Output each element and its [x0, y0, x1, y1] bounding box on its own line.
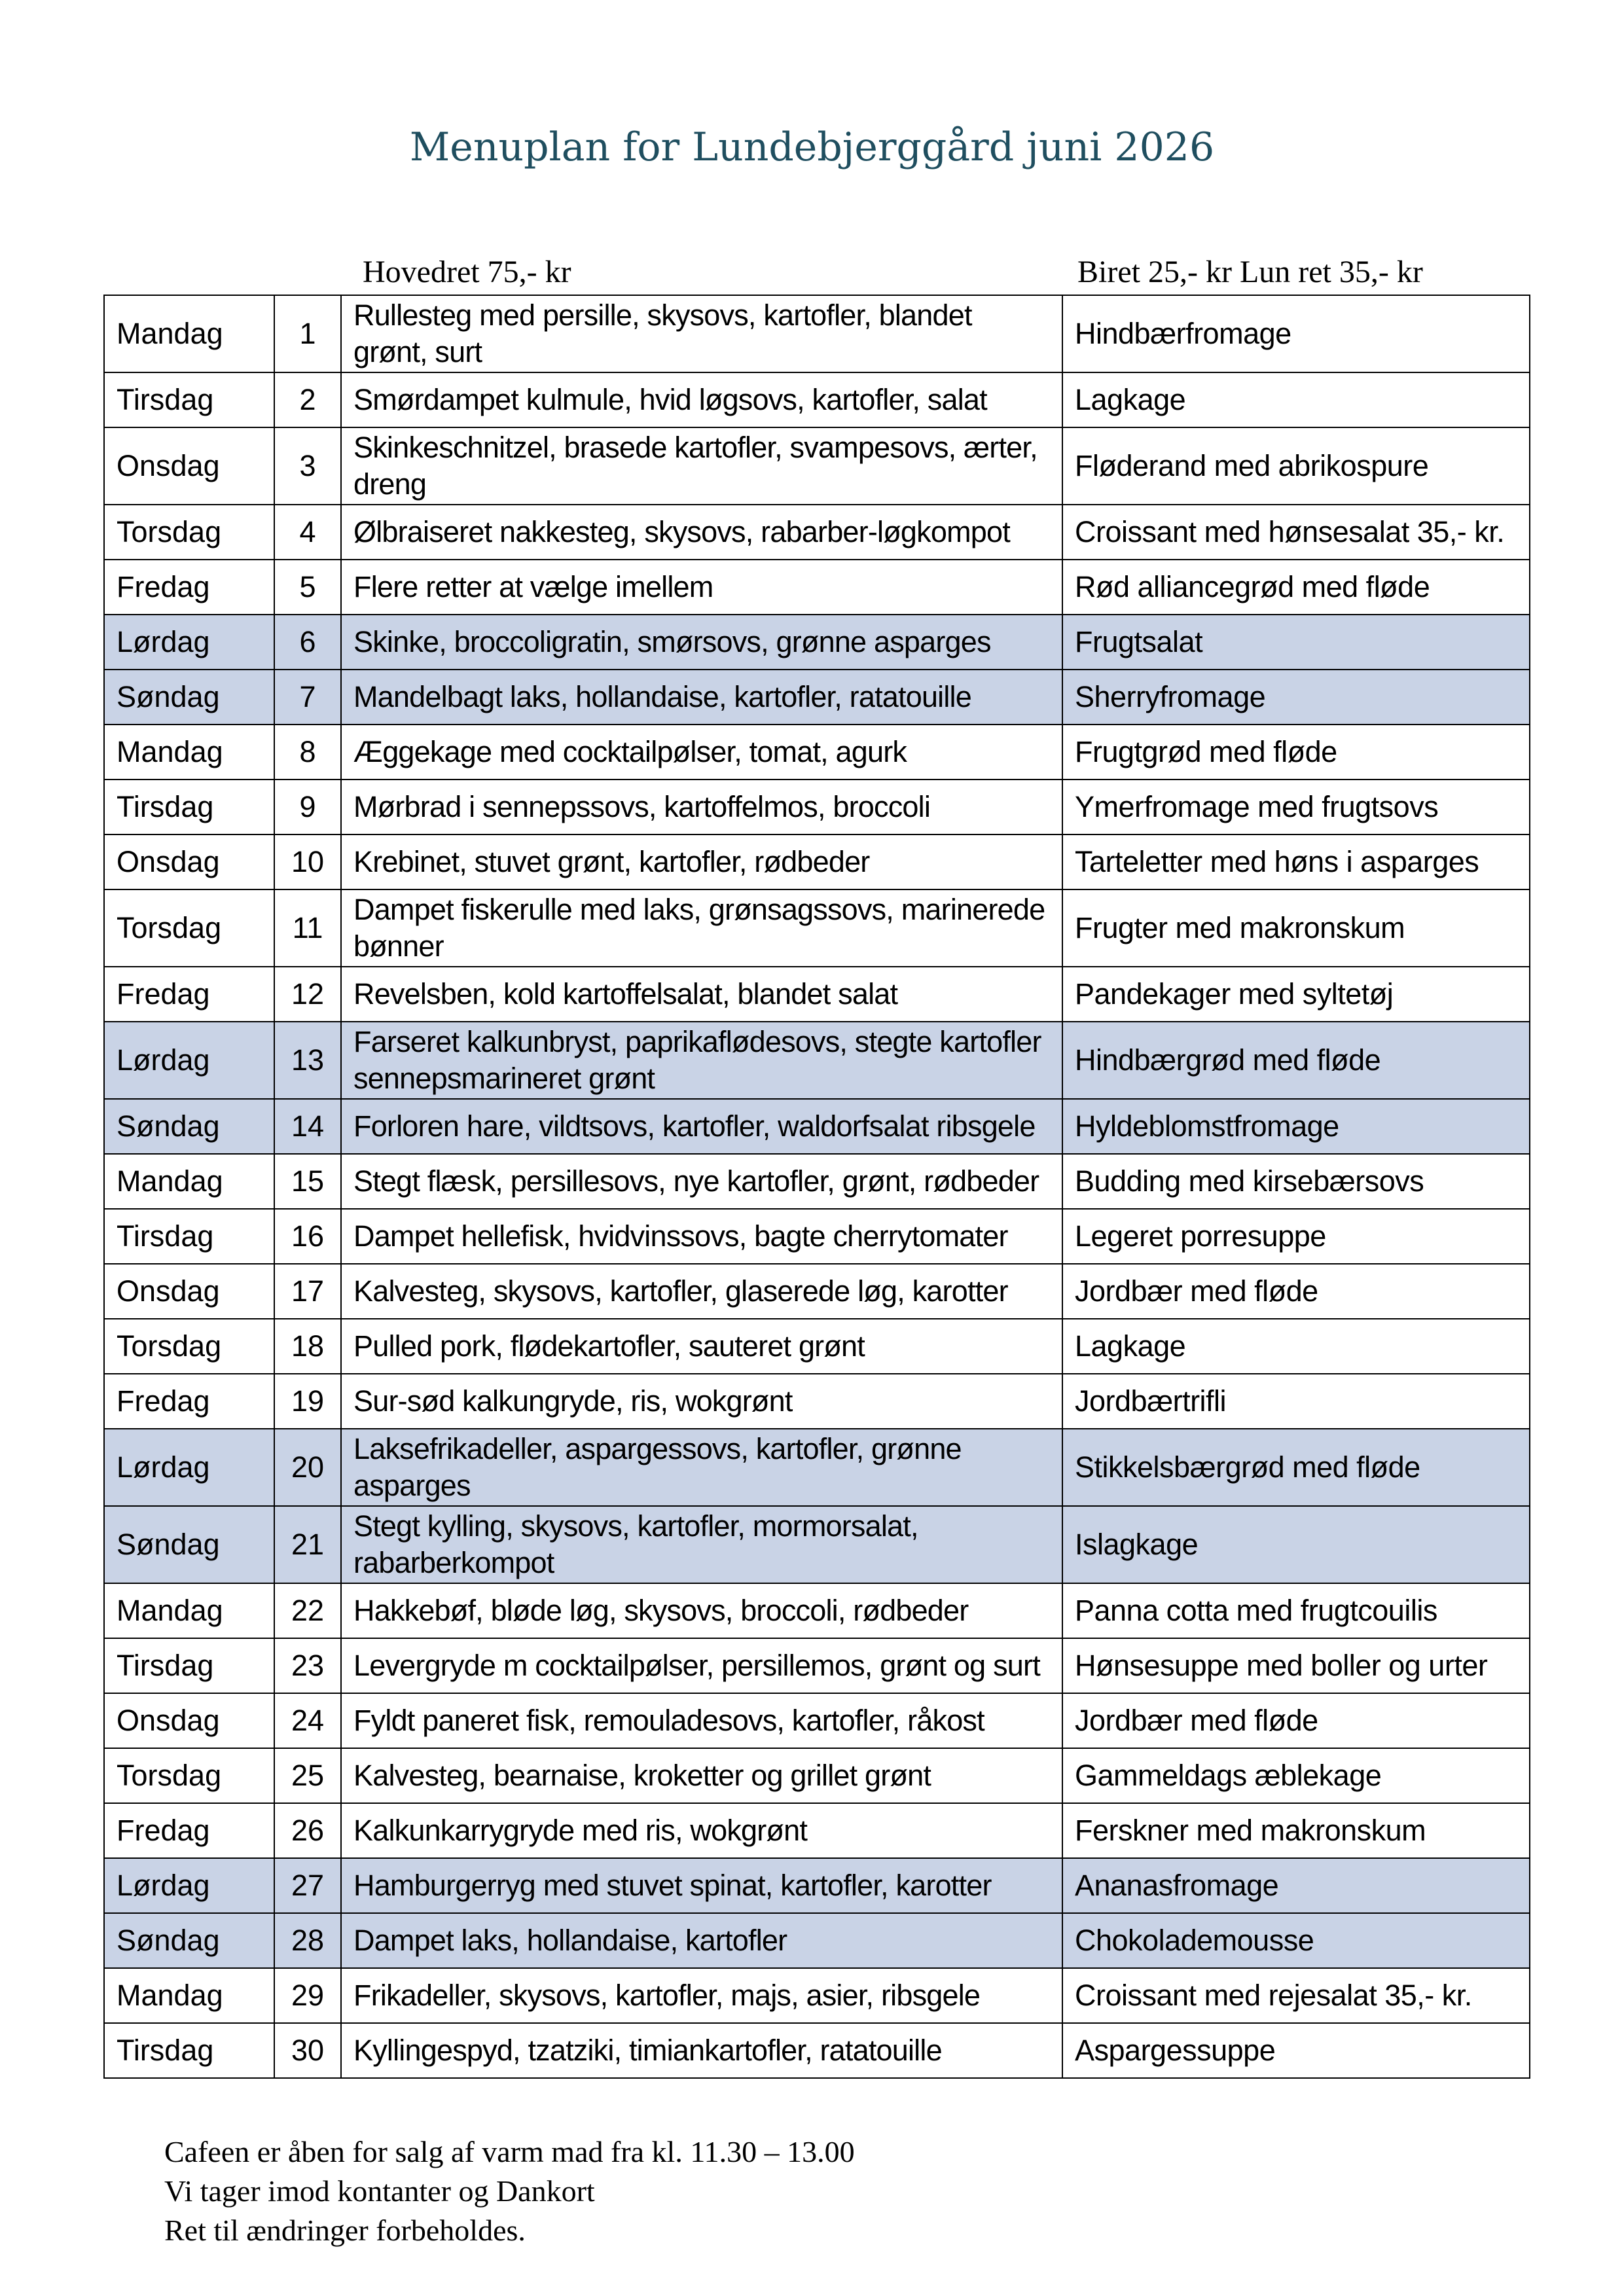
menu-table-body	[104, 295, 1530, 2078]
weekday-cell: Tirsdag	[104, 2023, 274, 2078]
main-course-cell: Farseret kalkunbryst, paprikaflødesovs, stegte kartofler sennepsmarineret grønt	[341, 1022, 1062, 1099]
main-course-cell: Dampet fiskerulle med laks, grønsagssovs, marinerede bønner	[341, 889, 1062, 967]
weekday-cell: Onsdag	[104, 427, 274, 505]
side-course-cell: Croissant med rejesalat 35,- kr.	[1062, 1968, 1530, 2023]
date-cell: 18	[274, 1319, 341, 1374]
main-course-cell: Smørdampet kulmule, hvid løgsovs, kartofler, salat	[341, 372, 1062, 427]
date-cell: 7	[274, 670, 341, 725]
side-course-cell: Lagkage	[1062, 1319, 1530, 1374]
main-course-cell: Rullesteg med persille, skysovs, kartofler, blandet grønt, surt	[341, 295, 1062, 372]
side-course-cell: Chokolademousse	[1062, 1913, 1530, 1968]
menu-row-day-28	[104, 1913, 1530, 1968]
side-course-cell: Fløderand med abrikospure	[1062, 427, 1530, 505]
weekday-cell: Lørdag	[104, 615, 274, 670]
main-course-cell: Laksefrikadeller, aspargessovs, kartofler, grønne asparges	[341, 1429, 1062, 1506]
date-cell: 9	[274, 780, 341, 834]
main-course-cell: Ølbraiseret nakkesteg, skysovs, rabarber-løgkompot	[341, 505, 1062, 560]
main-course-cell: Forloren hare, vildtsovs, kartofler, waldorfsalat ribsgele	[341, 1099, 1062, 1154]
date-cell: 17	[274, 1264, 341, 1319]
main-course-header: Hovedret 75,- kr	[363, 255, 571, 289]
weekday-cell: Tirsdag	[104, 780, 274, 834]
date-cell: 23	[274, 1638, 341, 1693]
menu-row-day-25	[104, 1748, 1530, 1803]
weekday-cell: Søndag	[104, 670, 274, 725]
side-course-cell: Legeret porresuppe	[1062, 1209, 1530, 1264]
weekday-cell: Fredag	[104, 1803, 274, 1858]
payment-note: Vi tager imod kontanter og Dankort	[164, 2174, 595, 2208]
side-course-cell: Jordbær med fløde	[1062, 1693, 1530, 1748]
side-course-cell: Hindbærgrød med fløde	[1062, 1022, 1530, 1099]
main-course-cell: Æggekage med cocktailpølser, tomat, agurk	[341, 725, 1062, 780]
menu-row-day-13	[104, 1022, 1530, 1099]
side-course-cell: Tarteletter med høns i asparges	[1062, 834, 1530, 889]
menu-row-day-3	[104, 427, 1530, 505]
menu-row-day-10	[104, 834, 1530, 889]
date-cell: 8	[274, 725, 341, 780]
menu-row-day-26	[104, 1803, 1530, 1858]
side-course-cell: Ananasfromage	[1062, 1858, 1530, 1913]
weekday-cell: Onsdag	[104, 1693, 274, 1748]
weekday-cell: Fredag	[104, 560, 274, 615]
date-cell: 4	[274, 505, 341, 560]
main-course-cell: Mandelbagt laks, hollandaise, kartofler, ratatouille	[341, 670, 1062, 725]
menu-row-day-27	[104, 1858, 1530, 1913]
weekday-cell: Mandag	[104, 1583, 274, 1638]
date-cell: 25	[274, 1748, 341, 1803]
weekday-cell: Tirsdag	[104, 1209, 274, 1264]
date-cell: 27	[274, 1858, 341, 1913]
main-course-cell: Skinke, broccoligratin, smørsovs, grønne asparges	[341, 615, 1062, 670]
weekday-cell: Lørdag	[104, 1429, 274, 1506]
menu-row-day-1	[104, 295, 1530, 372]
side-course-cell: Ymerfromage med frugtsovs	[1062, 780, 1530, 834]
weekday-cell: Mandag	[104, 725, 274, 780]
side-course-cell: Lagkage	[1062, 372, 1530, 427]
menu-row-day-20	[104, 1429, 1530, 1506]
weekday-cell: Onsdag	[104, 1264, 274, 1319]
menu-row-day-6	[104, 615, 1530, 670]
side-course-cell: Stikkelsbærgrød med fløde	[1062, 1429, 1530, 1506]
main-course-cell: Dampet laks, hollandaise, kartofler	[341, 1913, 1062, 1968]
date-cell: 15	[274, 1154, 341, 1209]
menu-row-day-19	[104, 1374, 1530, 1429]
side-course-cell: Rød alliancegrød med fløde	[1062, 560, 1530, 615]
menu-row-day-4	[104, 505, 1530, 560]
side-course-cell: Frugtgrød med fløde	[1062, 725, 1530, 780]
main-course-cell: Revelsben, kold kartoffelsalat, blandet salat	[341, 967, 1062, 1022]
menu-row-day-12	[104, 967, 1530, 1022]
side-course-cell: Hindbærfromage	[1062, 295, 1530, 372]
date-cell: 30	[274, 2023, 341, 2078]
main-course-cell: Skinkeschnitzel, brasede kartofler, svampesovs, ærter, dreng	[341, 427, 1062, 505]
weekday-cell: Torsdag	[104, 1319, 274, 1374]
side-course-cell: Croissant med hønsesalat 35,- kr.	[1062, 505, 1530, 560]
date-cell: 16	[274, 1209, 341, 1264]
main-course-cell: Sur-sød kalkungryde, ris, wokgrønt	[341, 1374, 1062, 1429]
menu-table	[103, 295, 1530, 2079]
menu-row-day-14	[104, 1099, 1530, 1154]
main-course-cell: Stegt kylling, skysovs, kartofler, mormorsalat, rabarberkompot	[341, 1506, 1062, 1583]
date-cell: 3	[274, 427, 341, 505]
weekday-cell: Mandag	[104, 295, 274, 372]
weekday-cell: Mandag	[104, 1968, 274, 2023]
date-cell: 19	[274, 1374, 341, 1429]
side-course-cell: Frugter med makronskum	[1062, 889, 1530, 967]
side-course-cell: Islagkage	[1062, 1506, 1530, 1583]
date-cell: 2	[274, 372, 341, 427]
date-cell: 29	[274, 1968, 341, 2023]
side-course-cell: Frugtsalat	[1062, 615, 1530, 670]
menu-row-day-23	[104, 1638, 1530, 1693]
menu-row-day-9	[104, 780, 1530, 834]
date-cell: 10	[274, 834, 341, 889]
menu-row-day-29	[104, 1968, 1530, 2023]
main-course-cell: Krebinet, stuvet grønt, kartofler, rødbeder	[341, 834, 1062, 889]
main-course-cell: Kalvesteg, skysovs, kartofler, glaserede løg, karotter	[341, 1264, 1062, 1319]
side-course-cell: Jordbær med fløde	[1062, 1264, 1530, 1319]
side-course-cell: Gammeldags æblekage	[1062, 1748, 1530, 1803]
weekday-cell: Tirsdag	[104, 1638, 274, 1693]
side-course-cell: Jordbærtrifli	[1062, 1374, 1530, 1429]
weekday-cell: Onsdag	[104, 834, 274, 889]
menu-row-day-2	[104, 372, 1530, 427]
main-course-cell: Frikadeller, skysovs, kartofler, majs, asier, ribsgele	[341, 1968, 1062, 2023]
main-course-cell: Levergryde m cocktailpølser, persillemos, grønt og surt	[341, 1638, 1062, 1693]
side-course-cell: Panna cotta med frugtcouilis	[1062, 1583, 1530, 1638]
page-title: Menuplan for Lundebjerggård juni 2026	[409, 124, 1215, 170]
main-course-cell: Kyllingespyd, tzatziki, timiankartofler, ratatouille	[341, 2023, 1062, 2078]
main-course-cell: Dampet hellefisk, hvidvinssovs, bagte cherrytomater	[341, 1209, 1062, 1264]
date-cell: 13	[274, 1022, 341, 1099]
date-cell: 28	[274, 1913, 341, 1968]
menu-row-day-22	[104, 1583, 1530, 1638]
menu-row-day-8	[104, 725, 1530, 780]
menu-row-day-11	[104, 889, 1530, 967]
menu-row-day-16	[104, 1209, 1530, 1264]
main-course-cell: Fyldt paneret fisk, remouladesovs, kartofler, råkost	[341, 1693, 1062, 1748]
weekday-cell: Torsdag	[104, 889, 274, 967]
side-course-header: Biret 25,- kr Lun ret 35,- kr	[1077, 255, 1423, 289]
side-course-cell: Pandekager med syltetøj	[1062, 967, 1530, 1022]
date-cell: 11	[274, 889, 341, 967]
date-cell: 12	[274, 967, 341, 1022]
weekday-cell: Lørdag	[104, 1022, 274, 1099]
opening-hours-note: Cafeen er åben for salg af varm mad fra kl. 11.30 – 13.00	[164, 2135, 855, 2168]
menu-row-day-5	[104, 560, 1530, 615]
footer-notes	[164, 2132, 855, 2250]
date-cell: 14	[274, 1099, 341, 1154]
date-cell: 26	[274, 1803, 341, 1858]
side-course-cell: Budding med kirsebærsovs	[1062, 1154, 1530, 1209]
side-course-cell: Sherryfromage	[1062, 670, 1530, 725]
weekday-cell: Lørdag	[104, 1858, 274, 1913]
weekday-cell: Tirsdag	[104, 372, 274, 427]
main-course-cell: Flere retter at vælge imellem	[341, 560, 1062, 615]
date-cell: 22	[274, 1583, 341, 1638]
menu-row-day-18	[104, 1319, 1530, 1374]
main-course-cell: Kalvesteg, bearnaise, kroketter og grillet grønt	[341, 1748, 1062, 1803]
weekday-cell: Mandag	[104, 1154, 274, 1209]
side-course-cell: Hønsesuppe med boller og urter	[1062, 1638, 1530, 1693]
main-course-cell: Kalkunkarrygryde med ris, wokgrønt	[341, 1803, 1062, 1858]
menu-row-day-7	[104, 670, 1530, 725]
menu-row-day-17	[104, 1264, 1530, 1319]
main-course-cell: Pulled pork, flødekartofler, sauteret grønt	[341, 1319, 1062, 1374]
date-cell: 20	[274, 1429, 341, 1506]
menu-row-day-24	[104, 1693, 1530, 1748]
weekday-cell: Torsdag	[104, 1748, 274, 1803]
date-cell: 21	[274, 1506, 341, 1583]
changes-reserved-note: Ret til ændringer forbeholdes.	[164, 2214, 526, 2247]
side-course-cell: Ferskner med makronskum	[1062, 1803, 1530, 1858]
date-cell: 6	[274, 615, 341, 670]
weekday-cell: Søndag	[104, 1913, 274, 1968]
date-cell: 5	[274, 560, 341, 615]
menu-row-day-21	[104, 1506, 1530, 1583]
main-course-cell: Hakkebøf, bløde løg, skysovs, broccoli, rødbeder	[341, 1583, 1062, 1638]
main-course-cell: Stegt flæsk, persillesovs, nye kartofler, grønt, rødbeder	[341, 1154, 1062, 1209]
side-course-cell: Hyldeblomstfromage	[1062, 1099, 1530, 1154]
weekday-cell: Søndag	[104, 1099, 274, 1154]
date-cell: 24	[274, 1693, 341, 1748]
date-cell: 1	[274, 295, 341, 372]
weekday-cell: Fredag	[104, 967, 274, 1022]
main-course-cell: Hamburgerryg med stuvet spinat, kartofler, karotter	[341, 1858, 1062, 1913]
weekday-cell: Søndag	[104, 1506, 274, 1583]
menu-row-day-15	[104, 1154, 1530, 1209]
menu-row-day-30	[104, 2023, 1530, 2078]
weekday-cell: Fredag	[104, 1374, 274, 1429]
side-course-cell: Aspargessuppe	[1062, 2023, 1530, 2078]
main-course-cell: Mørbrad i sennepssovs, kartoffelmos, broccoli	[341, 780, 1062, 834]
weekday-cell: Torsdag	[104, 505, 274, 560]
